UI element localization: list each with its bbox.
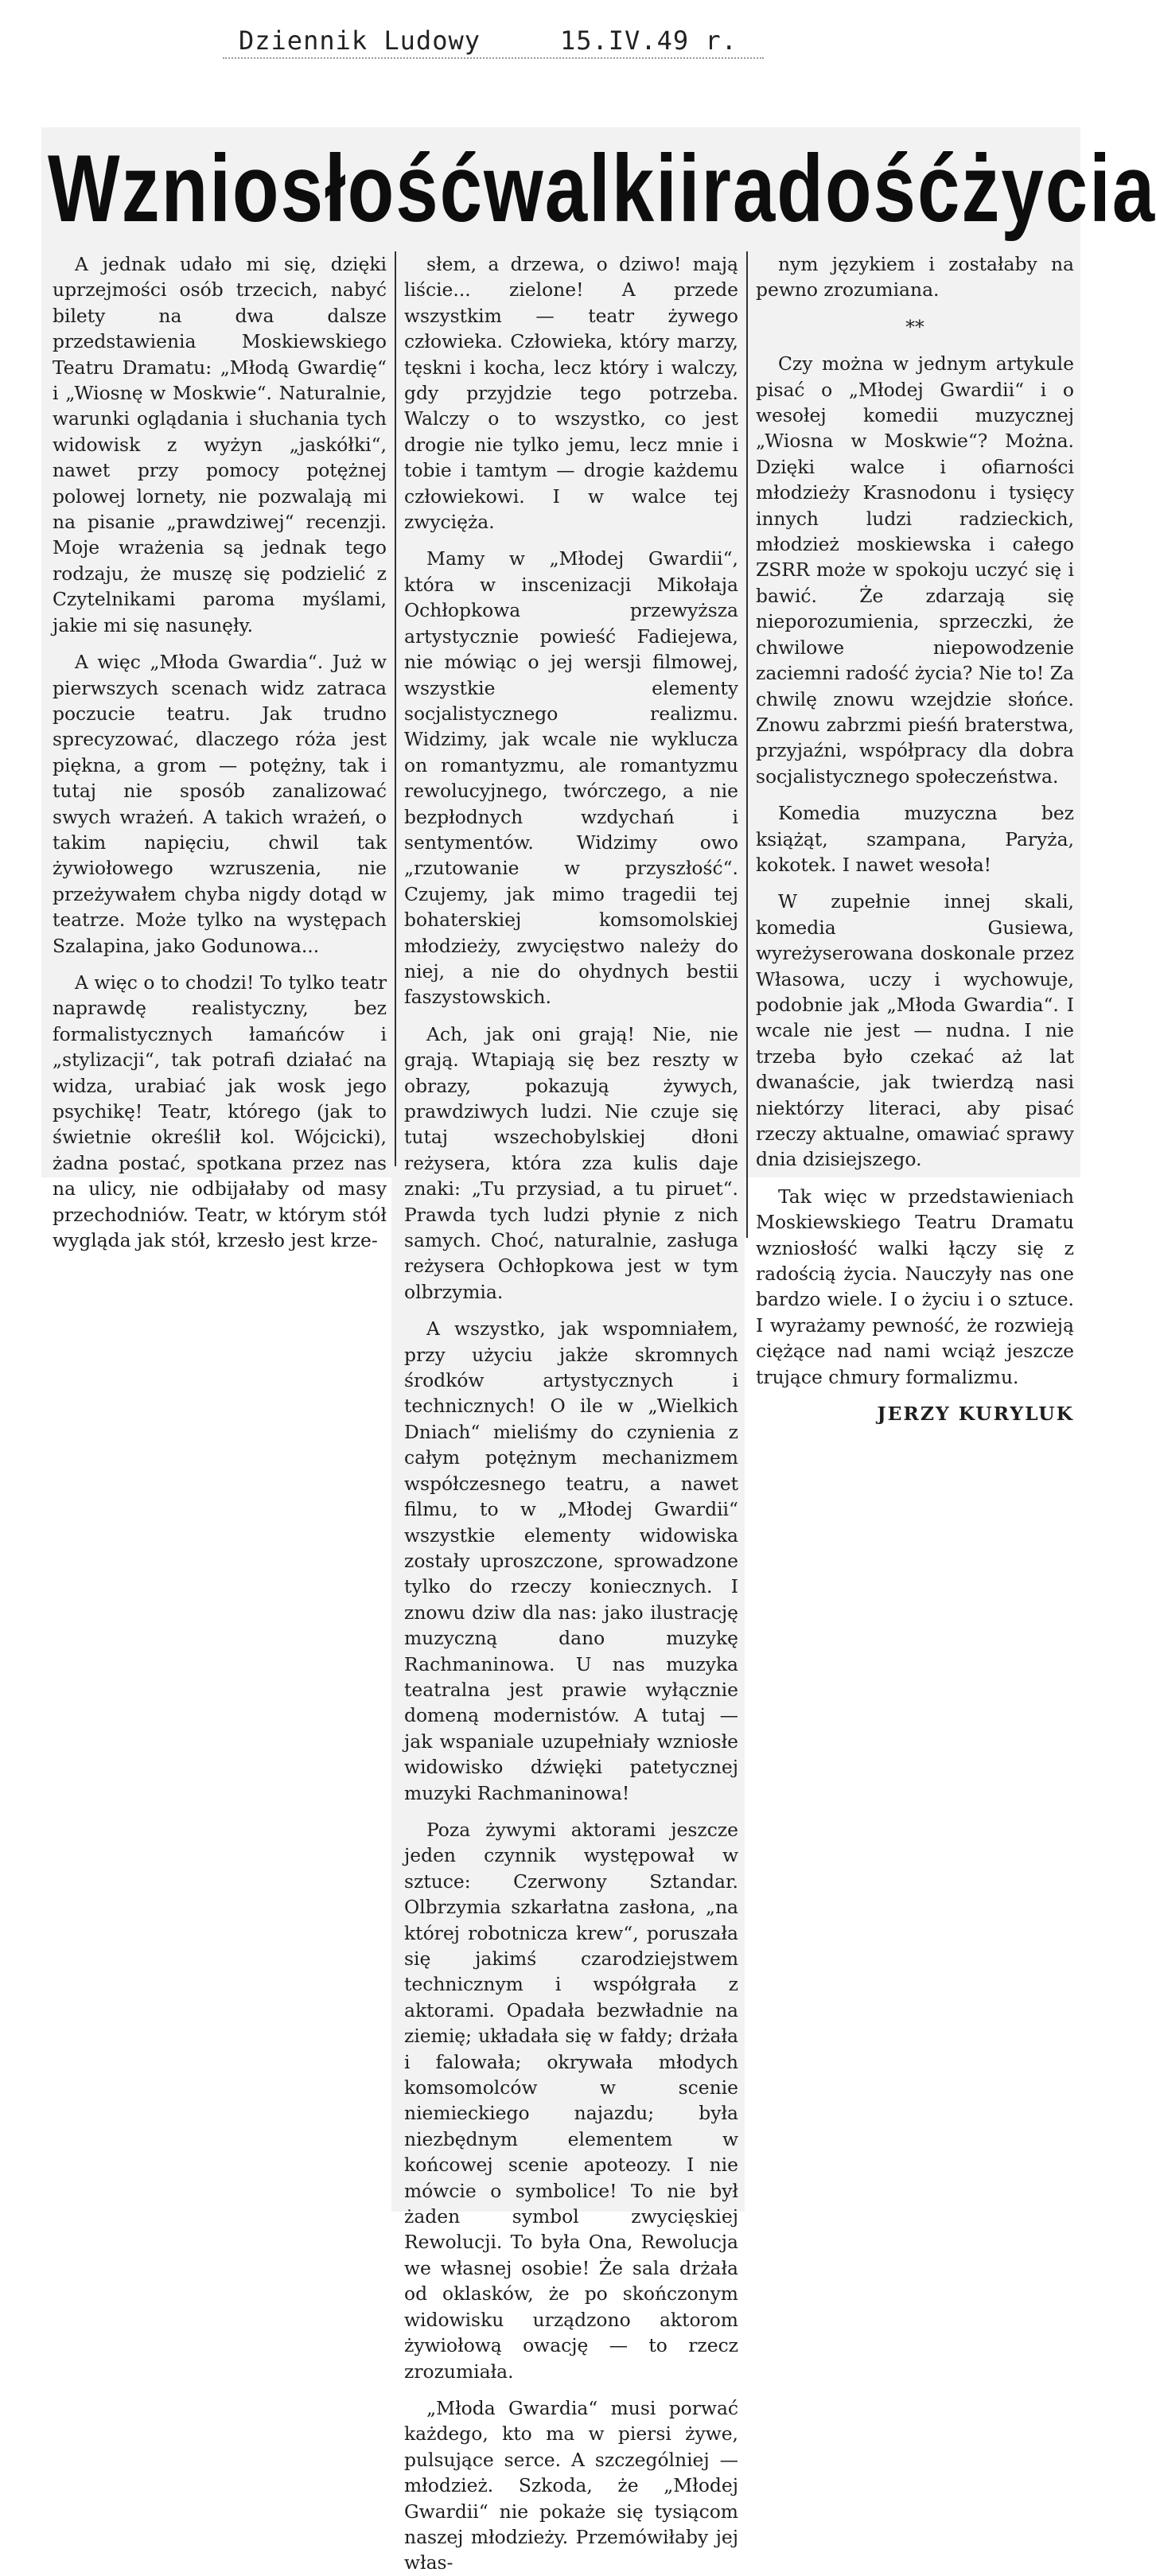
article-column-1 (53, 251, 387, 1252)
author-signature: JERZY KURYLUK (877, 1403, 1074, 1426)
paragraph: słem, a drzewa, o dziwo! mają liście... zielone! A przede wszystkim — teatr żywego człowieka. Człowieka, który marzy, tęskni i kocha, lecz który i walczy, gdy przyjdzie tego potrzeba. Walczy o to wszystko, co jest drogie nie tylko jemu, lecz mnie i tobie i tamtym — drogie każdemu człowiekowi. I w walce tej zwycięża. (404, 253, 738, 534)
paragraph: A więc o to chodzi! To tylko teatr naprawdę realistyczny, bez formalistycznych łamańców i „stylizacji“, tak potrafi działać na widza, urabiać jak wosk jego psychikę! Teatr, którego (jak to świetnie określił kol. Wójcicki), żadna postać, spotkana przez nas na ulicy, nie odbijałaby od masy przechodniów. Teatr, w którym stół wygląda jak stół, krzesło jest krze- (53, 971, 387, 1252)
paragraph: Poza żywymi aktorami jeszcze jeden czynnik występował w sztuce: Czerwony Sztandar. Olbrzymia szkarłatna zasłona, „na której robotnicza krew“, poruszała się jakimś czarodziejstwem technicznym i współgrała z aktorami. Opadała bezwładnie na ziemię; układała się w fałdy; drżała i falowała; okrywała młodych komsomolców w scenie niemieckiego najazdu; była niezbędnym elementem w końcowej scenie apoteozy. I nie mówcie o symbolice! To nie był żaden symbol zwycięskiej Rewolucji. To była Ona, Rewolucja we własnej osobie! Że sala drżała od oklasków, że po skończonym widowisku urządzono aktorom żywiołową owację — to rzecz zrozumiała. (404, 1818, 738, 2383)
article-headline (48, 120, 1156, 259)
paragraph: Tak więc w przedstawieniach Moskiewskiego Teatru Dramatu wzniosłość walki łączy się z radością życia. Nauczyły nas one bardzo wiele. I o życiu i o sztuce. I wyrażamy pewność, że rozwieją ciężące nad nami wciąż jeszcze trujące chmury formalizmu. (756, 1185, 1074, 1388)
headline-word: Wzniosłość (48, 135, 485, 243)
column-divider (746, 251, 748, 1238)
article-column-2 (404, 251, 738, 2574)
newspaper-name: Dziennik Ludowy (239, 25, 481, 56)
paragraph: A jednak udało mi się, dzięki uprzejmości osób trzecich, nabyć bilety na dwa dalsze przedstawienia Moskiewskiego Teatru Dramatu: „Młodą Gwardię“ i „Wiosnę w Moskwie“. Naturalnie, warunki oglądania i słuchania tych widowisk z wyżyn „jaskółki“, nawet przy pomocy potężnej polowej lornety, nie pozwalają mi na pisanie „prawdziwej“ recenzji. Moje wrażenia są jednak tego rodzaju, że muszę się podzielić z Czytelnikami paroma myślami, jakie mi się nasunęły. (53, 253, 387, 636)
paragraph: Czy można w jednym artykule pisać o „Młodej Gwardii“ i o wesołej komedii muzycznej „Wiosna w Moskwie“? Można. Dzięki walce i ofiarności młodzieży Krasnodonu i tysięcy innych ludzi radzieckich, młodzież moskiewska i całego ZSRR może w spokoju uczyć się i bawić. Że zdarzają się nieporozumienia, sprzeczki, że chwilowe niepowodzenie zaciemni radość życia? Nie to! Za chwilę znowu wzejdzie słońce. Znowu zabrzmi pieśń braterstwa, przyjaźni, współpracy dla dobra socjalistycznego społeczeństwa. (756, 352, 1074, 788)
issue-date: 15.IV.49 r. (559, 25, 738, 56)
paragraph: W zupełnie innej skali, komedia Gusiewa, wyreżyserowana doskonale przez Własowa, uczy i wychowuje, podobnie jak „Młoda Gwardia“. I wcale nie jest — nudna. I nie trzeba było czekać aż lat dwanaście, jak twierdzą nasi niektórzy literaci, aby pisać rzeczy aktualne, omawiać sprawy dnia dzisiejszego. (756, 890, 1074, 1171)
article-column-3 (756, 251, 1074, 1426)
paragraph: Ach, jak oni grają! Nie, nie grają. Wtapiają się bez reszty w obrazy, pokazują żywych, prawdziwych ludzi. Nie czuje się tutaj wszechobylskiej dłoni reżysera, która zza kulis daje znaki: „Tu przysiad, a tu piruet“. Prawda tych ludzi płynie z nich samych. Choć, naturalnie, zasługa reżysera Ochłopkowa jest w tym olbrzymia. (404, 1022, 738, 1303)
headline-word: radość (701, 135, 962, 243)
paragraph: „Młoda Gwardia“ musi porwać każdego, kto ma w piersi żywe, pulsujące serce. A szczególniej — młodzież. Szkoda, że „Młodej Gwardii“ nie pokaże się tysiącom naszej młodzieży. Przemówiłaby jej włas- (404, 2396, 738, 2574)
headline-word: i (678, 135, 702, 243)
headline-word: walki (484, 135, 679, 243)
newspaper-header (223, 24, 764, 59)
paragraph: A więc „Młoda Gwardia“. Już w pierwszych scenach widz zatraca poczucie teatru. Jak trudno sprecyzować, dlaczego róża jest piękna, a grom — potężny, tak i tutaj nie sposób zanalizować swych wrażeń. A takich wrażeń, o takim napięciu, chwil tak żywiołowego wzruszenia, nie przeżywałem chyba nigdy dotąd w teatrze. Może tylko na występach Szalapina, jako Godunowa... (53, 651, 387, 957)
paragraph: nym językiem i zostałaby na pewno zrozumiana. (756, 253, 1074, 302)
paragraph: Mamy w „Młodej Gwardii“, która w inscenizacji Mikołaja Ochłopkowa przewyższa artystycznie powieść Fadiejewa, nie mówiąc o jej wersji filmowej, wszystkie elementy socjalistycznego realizmu. Widzimy, jak wcale nie wyklucza on romantyzmu, ale romantyzmu rewolucyjnego, twórczego, a nie bezpłodnych wzdychań i sentymentów. Widzimy owo „rzutowanie w przyszłość“. Czujemy, jak mimo tragedii tej bohaterskiej komsomolskiej młodzieży, zwycięstwo należy do niej, a nie do ohydnych bestii faszystowskich. (404, 547, 738, 1009)
column-divider (395, 251, 396, 1166)
headline-word: życia (961, 135, 1156, 243)
paragraph: A wszystko, jak wspomniałem, przy użyciu jakże skromnych środków artystycznych i technicznych! O ile w „Wielkich Dniach“ mieliśmy do czynienia z całym potężnym mechanizmem współczesnego teatru, a nawet filmu, to w „Młodej Gwardii“ wszystkie elementy widowiska zostały uproszczone, sprowadzone tylko do rzeczy koniecznych. I znowu dziw dla nas: jako ilustrację muzyczną dano muzykę Rachmaninowa. U nas muzyka teatralna jest prawie wyłącznie domeną modernistów. A tutaj — jak wspaniale uzupełniały wzniosłe widowisko dźwięki patetycznej muzyki Rachmaninowa! (404, 1317, 738, 1804)
section-separator: ** (905, 315, 924, 338)
paragraph: Komedia muzyczna bez książąt, szampana, Paryża, kokotek. I nawet wesoła! (756, 802, 1074, 876)
